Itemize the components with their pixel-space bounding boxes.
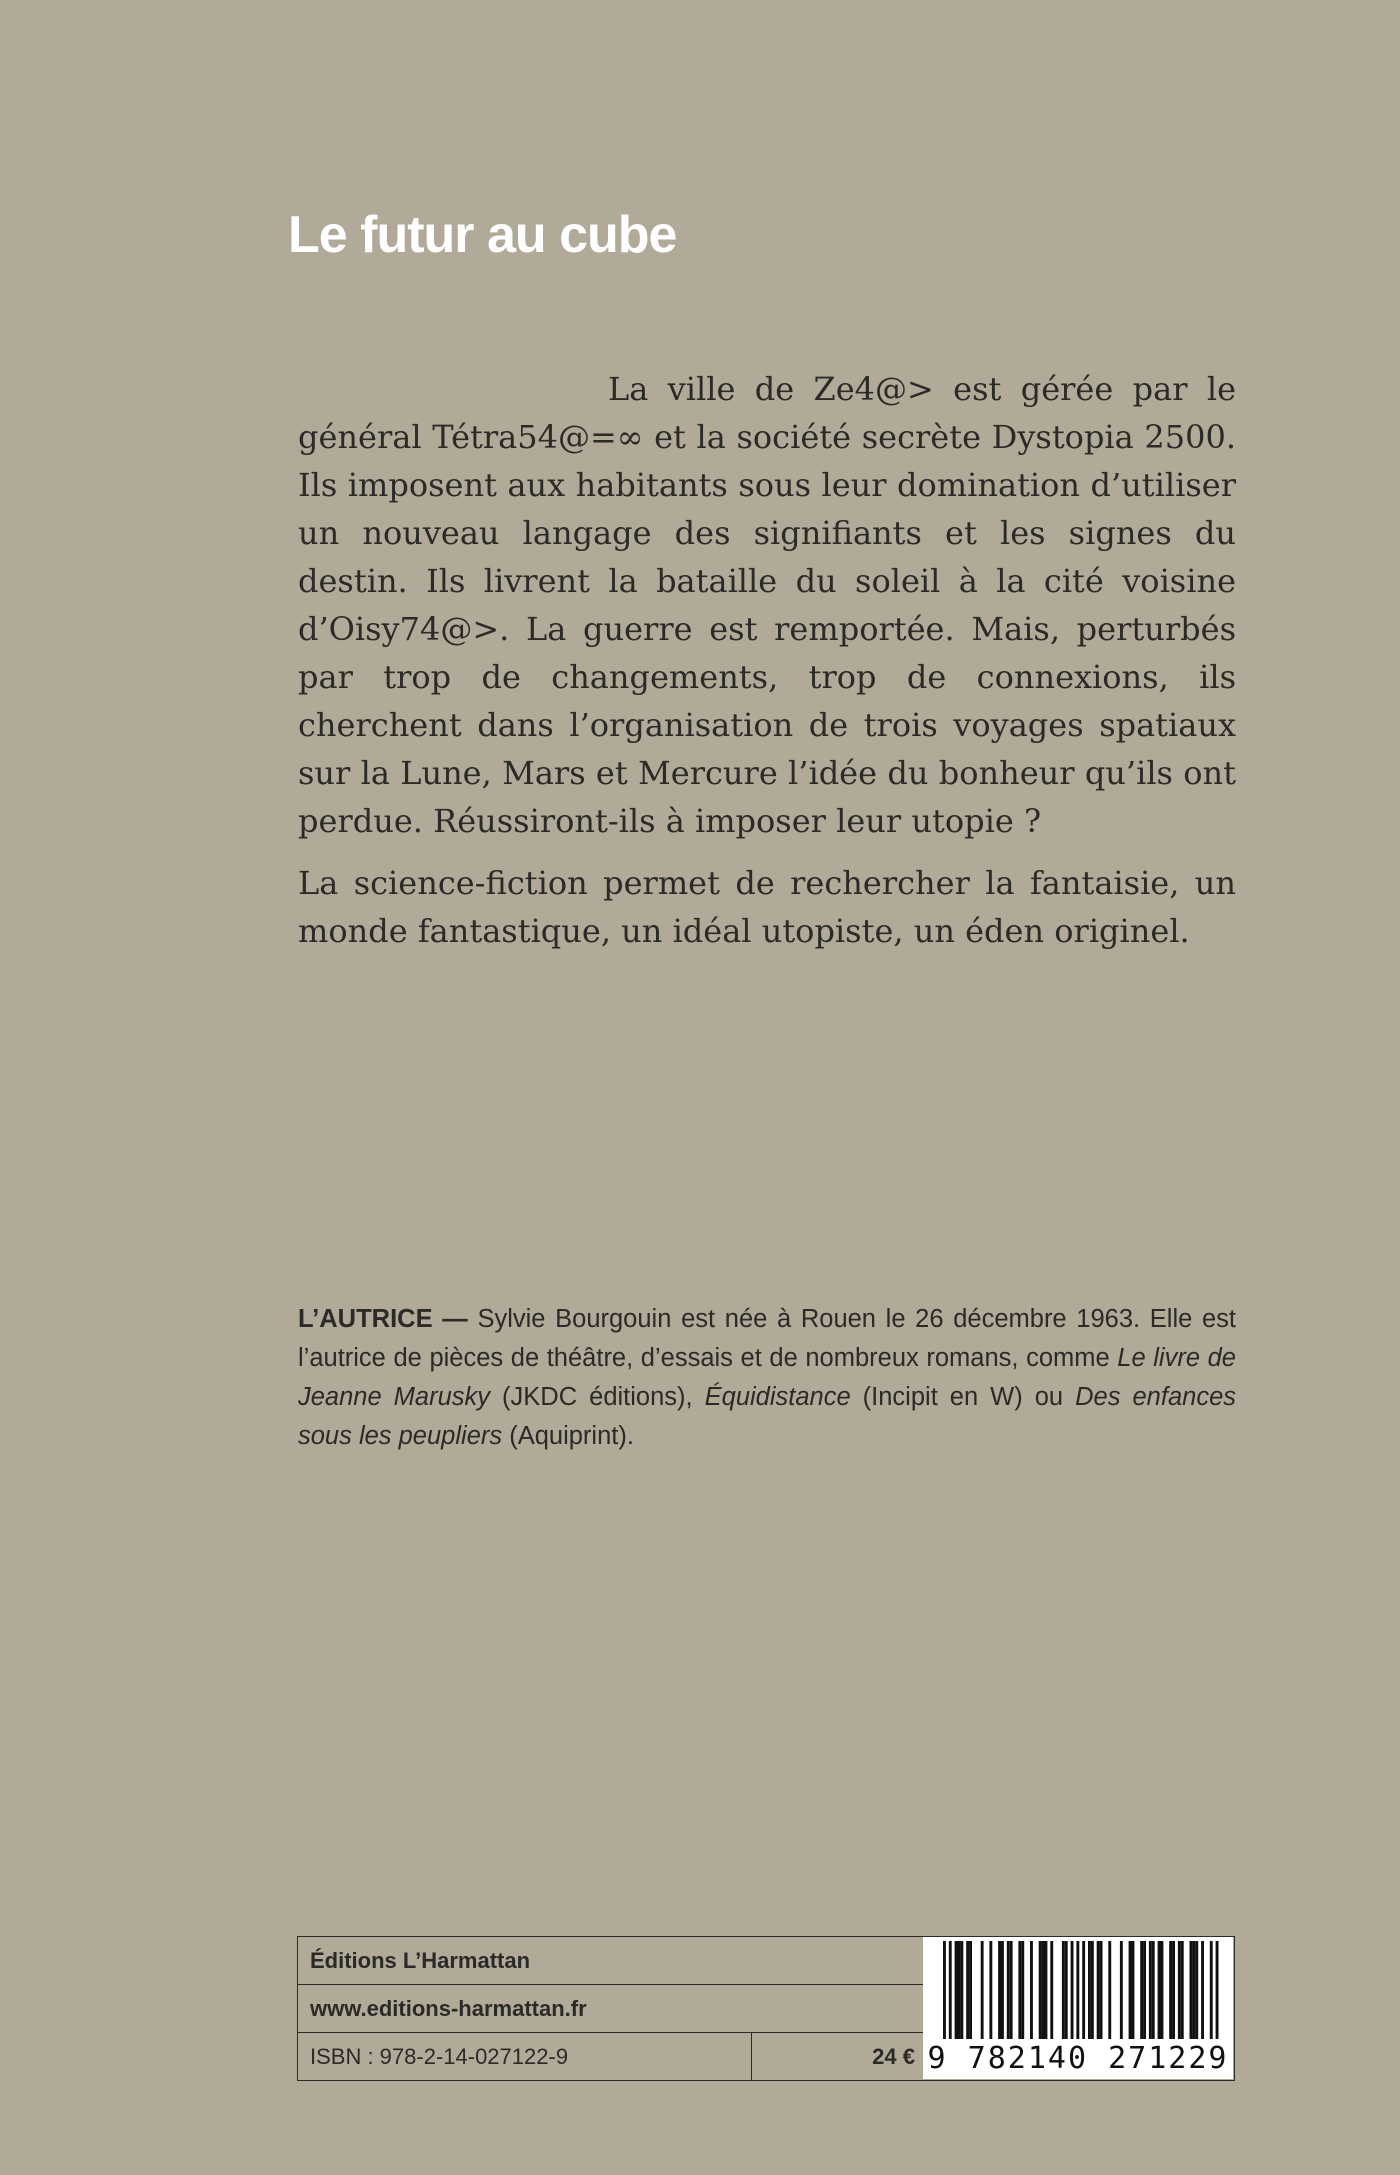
book-title-3: Des enfances sous les peupliers (298, 1383, 1236, 1450)
barcode (923, 1937, 1233, 2079)
author-bio (298, 1300, 1236, 1456)
author-text-2: (JKDC éditions), (490, 1383, 705, 1411)
book-title-2: Équidistance (704, 1383, 851, 1411)
barcode-number: 9 782140 271229 (923, 2039, 1233, 2079)
isbn: ISBN : 978-2-14-027122-9 (298, 2033, 752, 2080)
author-text-3: (Incipit en W) ou (850, 1383, 1076, 1411)
blurb (298, 365, 1236, 969)
publisher-box (297, 1936, 1235, 2081)
author-text-1: Sylvie Bourgouin est née à Rouen le 26 décembre 1963. Elle est l’autrice de pièces de théâtre, d’essais et de nombreux romans, comme (298, 1305, 1236, 1372)
book-title: Le futur au cube (288, 206, 677, 264)
author-text-4: (Aquiprint). (502, 1422, 634, 1450)
blurb-paragraph-1: La ville de Ze4@> est gérée par le général Tétra54@=∞ et la société secrète Dystopia 2500. Ils imposent aux habitants sous leur domination d’utiliser un nouveau langage des signifiants et les signes du destin. Ils livrent la bataille du soleil à la cité voisine d’Oisy74@>. La guerre est remportée. Mais, perturbés par trop de changements, trop de connexions, ils cherchent dans l’organisation de trois voyages spatiaux sur la Lune, Mars et Mercure l’idée du bonheur qu’ils ont perdue. Réussiront-ils à imposer leur utopie ? (298, 370, 1236, 840)
book-title-1: Le livre de Jeanne Marusky (298, 1344, 1236, 1411)
publisher-website[interactable]: www.editions-harmattan.fr (298, 1985, 923, 2033)
blurb-paragraph-2: La science-fiction permet de rechercher la fantaisie, un monde fantastique, un idéal utopiste, un éden originel. (298, 864, 1236, 950)
price: 24 € (872, 2043, 915, 2069)
publisher-name: Éditions L’Harmattan (298, 1937, 923, 1985)
author-label: L’AUTRICE — (298, 1305, 468, 1333)
